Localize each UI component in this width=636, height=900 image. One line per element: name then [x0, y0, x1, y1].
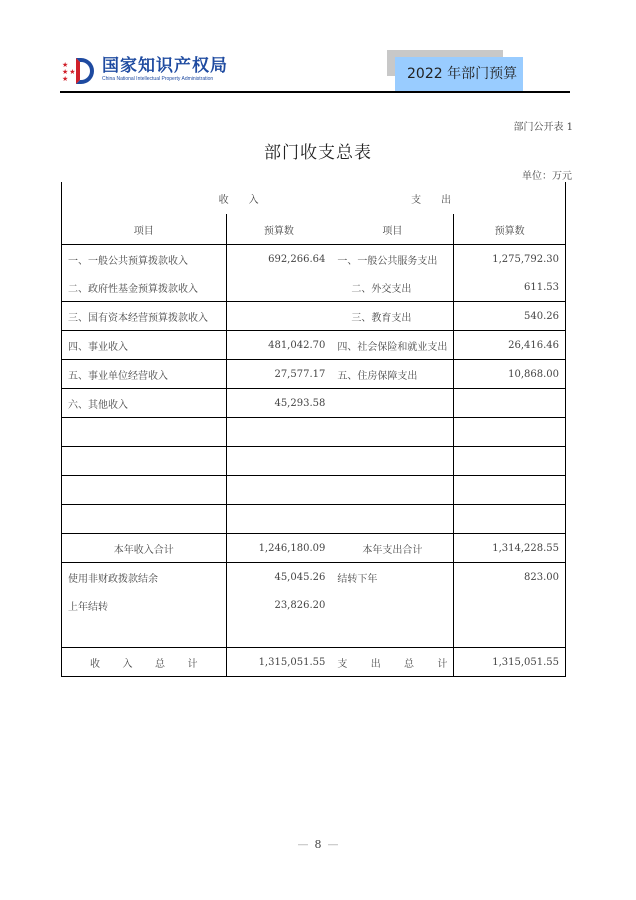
- expense-grand-total-amount: 1,315,051.55: [454, 648, 566, 677]
- org-name-cn: 国家知识产权局: [102, 56, 228, 76]
- carryover-row: [62, 563, 566, 592]
- income-item: 使用非财政拨款结余: [62, 563, 227, 592]
- expense-item: 二、外交支出: [331, 273, 454, 302]
- label-char: 计: [437, 658, 448, 670]
- income-amount: [226, 418, 331, 447]
- income-grand-total-label: [62, 648, 227, 677]
- carryover-row: [62, 591, 566, 619]
- expense-item: [331, 447, 454, 476]
- spacer-cell: [62, 619, 227, 648]
- table-row: [62, 273, 566, 302]
- expense-amount: [454, 447, 566, 476]
- cnipa-emblem-icon: ★ ★★ ★: [60, 56, 100, 86]
- expense-item: [331, 505, 454, 534]
- income-amount: 692,266.64: [226, 245, 331, 274]
- income-item: 二、政府性基金预算拨款收入: [62, 273, 227, 302]
- income-amount: 45,293.58: [226, 389, 331, 418]
- income-year-total-label: 本年收入合计: [62, 534, 227, 563]
- expense-year-total-amount: 1,314,228.55: [454, 534, 566, 563]
- year-total-row: [62, 534, 566, 563]
- expense-year-total-label: 本年支出合计: [331, 534, 454, 563]
- income-item: 三、国有资本经营预算拨款收入: [62, 302, 227, 331]
- income-item: 六、其他收入: [62, 389, 227, 418]
- expense-item: [331, 418, 454, 447]
- expense-amount: 611.53: [454, 273, 566, 302]
- income-item: 上年结转: [62, 591, 227, 619]
- income-item: [62, 447, 227, 476]
- income-item: 一、一般公共预算拨款收入: [62, 245, 227, 274]
- income-item: [62, 505, 227, 534]
- budget-year-badge: 2022 年部门预算: [395, 57, 523, 91]
- budget-summary-table: [61, 182, 566, 677]
- table-code: 部门公开表 1: [513, 122, 573, 133]
- page-header: [60, 50, 570, 92]
- label-char: 入: [122, 658, 133, 670]
- org-name-en: China National Intellectual Property Administration: [102, 76, 214, 82]
- income-amount: [226, 505, 331, 534]
- expense-item: [331, 389, 454, 418]
- income-year-total-amount: 1,246,180.09: [226, 534, 331, 563]
- income-amount: [226, 476, 331, 505]
- cnipa-logo: [60, 56, 228, 86]
- expense-item: 结转下年: [331, 563, 454, 592]
- expense-amount: [454, 476, 566, 505]
- table-row-empty: [62, 418, 566, 447]
- expense-item: [331, 591, 454, 619]
- col-header-income-amount: 预算数: [226, 214, 331, 245]
- expense-section-header: 支 出: [331, 182, 565, 214]
- page-title: 部门收支总表: [264, 143, 372, 163]
- section-header-row: [62, 182, 566, 214]
- table-row: [62, 245, 566, 274]
- income-amount: [226, 447, 331, 476]
- page-dash-left: —: [297, 838, 309, 851]
- income-section-header: 收 入: [62, 182, 332, 214]
- unit-label: 单位：万元: [522, 171, 572, 182]
- page-dash-right: —: [327, 838, 339, 851]
- expense-amount: 1,275,792.30: [454, 245, 566, 274]
- income-amount: 23,826.20: [226, 591, 331, 619]
- expense-grand-total-label: [331, 648, 454, 677]
- expense-amount: [454, 389, 566, 418]
- column-header-row: [62, 214, 566, 245]
- table-row: [62, 331, 566, 360]
- carryover-spacer-row: [62, 619, 566, 648]
- table-row-empty: [62, 447, 566, 476]
- table-row-empty: [62, 505, 566, 534]
- label-char: 总: [155, 658, 165, 670]
- label-char: 支: [337, 658, 348, 670]
- income-amount: [226, 302, 331, 331]
- income-amount: 45,045.26: [226, 563, 331, 592]
- income-amount: [226, 273, 331, 302]
- header-rule: [60, 91, 570, 93]
- expense-amount: 26,416.46: [454, 331, 566, 360]
- col-header-expense-item: 项目: [331, 214, 454, 245]
- table-row: [62, 302, 566, 331]
- income-amount: 27,577.17: [226, 360, 331, 389]
- expense-amount: [454, 591, 566, 619]
- table-row: [62, 360, 566, 389]
- income-item: 五、事业单位经营收入: [62, 360, 227, 389]
- col-header-income-item: 项目: [62, 214, 227, 245]
- income-item: [62, 418, 227, 447]
- page-number-value: 8: [314, 838, 322, 851]
- expense-item: 五、住房保障支出: [331, 360, 454, 389]
- table-row: [62, 389, 566, 418]
- income-item: [62, 476, 227, 505]
- col-header-expense-amount: 预算数: [454, 214, 566, 245]
- expense-item: [331, 476, 454, 505]
- table-row-empty: [62, 476, 566, 505]
- expense-item: 四、社会保险和就业支出: [331, 331, 454, 360]
- page-number: [0, 838, 636, 851]
- spacer-cell: [454, 619, 566, 648]
- expense-amount: [454, 418, 566, 447]
- spacer-cell: [226, 619, 331, 648]
- label-char: 计: [187, 658, 198, 670]
- expense-amount: 10,868.00: [454, 360, 566, 389]
- expense-amount: 823.00: [454, 563, 566, 592]
- label-char: 出: [370, 658, 381, 670]
- income-item: 四、事业收入: [62, 331, 227, 360]
- label-char: 总: [404, 658, 415, 670]
- income-amount: 481,042.70: [226, 331, 331, 360]
- expense-item: 三、教育支出: [331, 302, 454, 331]
- label-char: 收: [90, 658, 100, 670]
- expense-amount: 540.26: [454, 302, 566, 331]
- expense-amount: [454, 505, 566, 534]
- spacer-cell: [331, 619, 454, 648]
- income-grand-total-amount: 1,315,051.55: [226, 648, 331, 677]
- grand-total-row: [62, 648, 566, 677]
- expense-item: 一、一般公共服务支出: [331, 245, 454, 274]
